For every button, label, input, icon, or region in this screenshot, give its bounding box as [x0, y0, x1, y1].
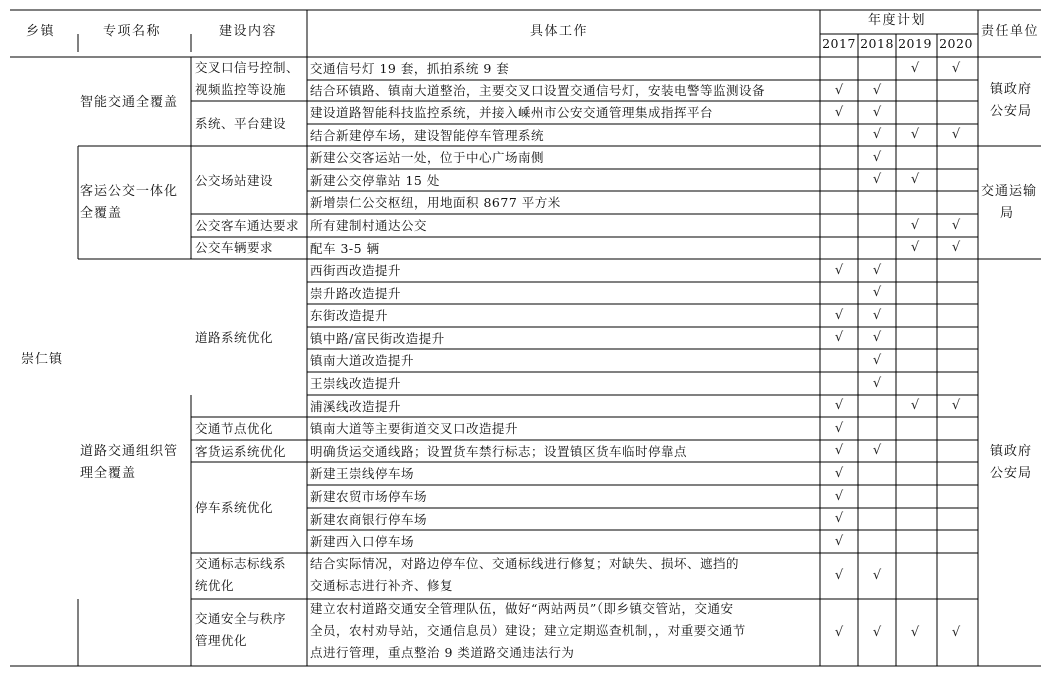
row-13-check-2017: √ [834, 330, 844, 345]
work-row-9: 配车 3-5 辆 [310, 241, 380, 256]
header-year-2017: 2017 [822, 36, 856, 51]
content-bus-access: 公交客车通达要求 [195, 218, 300, 233]
work-row-11: 崇升路改造提升 [310, 286, 402, 301]
row-5-check-2018: √ [872, 150, 882, 165]
header-year-2018: 2018 [860, 36, 894, 51]
project-road-org-line1: 道路交通组织管 [80, 444, 179, 459]
content-road-system: 道路系统优化 [195, 330, 274, 345]
content-safety-line2: 管理优化 [195, 633, 248, 648]
unit-2-line1: 交通运输 [981, 184, 1038, 199]
work-row-10: 西街西改造提升 [310, 263, 402, 278]
row-14-check-2018: √ [872, 353, 882, 368]
header-plan: 年度计划 [868, 13, 927, 28]
work-row-8: 所有建制村通达公交 [310, 218, 428, 233]
work-row-18: 明确货运交通线路；设置货车禁行标志；设置镇区货车临时停靠点 [310, 444, 688, 459]
row-24-check-2019: √ [910, 625, 920, 640]
work-row-6: 新建公交停靠站 15 处 [310, 173, 440, 188]
row-8-check-2019: √ [910, 218, 920, 233]
row-12-check-2018: √ [872, 308, 882, 323]
row-1-check-2020: √ [951, 61, 961, 76]
row-6-check-2019: √ [910, 172, 920, 187]
row-24-check-2017: √ [834, 625, 844, 640]
work-row-4: 结合新建停车场，建设智能停车管理系统 [310, 128, 545, 143]
work-signs-line1: 结合实际情况，对路边停车位、交通标线进行修复；对缺失、损坏、遮挡的 [310, 556, 740, 571]
content-bus-vehicles: 公交车辆要求 [195, 240, 274, 255]
row-13-check-2018: √ [872, 330, 882, 345]
work-row-1: 交通信号灯 19 套，抓拍系统 9 套 [310, 61, 510, 76]
content-signal-line1: 交叉口信号控制、 [195, 60, 300, 75]
unit-3-line2: 公安局 [990, 466, 1033, 481]
row-16-check-2017: √ [834, 398, 844, 413]
row-16-check-2019: √ [910, 398, 920, 413]
row-9-check-2019: √ [910, 240, 920, 255]
row-19-check-2017: √ [834, 466, 844, 481]
row-22-check-2017: √ [834, 534, 844, 549]
work-safety-line2: 全员，农村劝导站，交通信息员）建设；建立定期巡查机制，，对重要交通节 [310, 623, 746, 638]
row-11-check-2018: √ [872, 285, 882, 300]
unit-1-line1: 镇政府 [990, 82, 1033, 97]
row-9-check-2020: √ [951, 240, 961, 255]
project-smart-traffic: 智能交通全覆盖 [80, 95, 179, 110]
row-18-check-2018: √ [872, 443, 882, 458]
row-17-check-2017: √ [834, 421, 844, 436]
content-freight-system: 客货运系统优化 [195, 444, 287, 459]
unit-2-line2: 局 [1000, 206, 1015, 221]
work-row-2: 结合环镇路、镇南大道整治，主要交叉口设置交通信号灯，安装电警等监测设备 [310, 83, 766, 98]
unit-1-line2: 公安局 [990, 104, 1033, 119]
row-10-check-2018: √ [872, 263, 882, 278]
work-row-21: 新建农商银行停车场 [310, 512, 428, 527]
row-1-check-2019: √ [910, 61, 920, 76]
row-2-check-2017: √ [834, 83, 844, 98]
header-year-2020: 2020 [939, 36, 973, 51]
row-24-check-2018: √ [872, 625, 882, 640]
work-row-3: 建设道路智能科技监控系统，并接入嵊州市公安交通管理集成指挥平台 [310, 105, 714, 120]
row-16-check-2020: √ [951, 398, 961, 413]
row-23-check-2018: √ [872, 568, 882, 583]
content-safety-line1: 交通安全与秩序 [195, 611, 287, 626]
unit-3-line1: 镇政府 [990, 444, 1033, 459]
town-name: 崇仁镇 [21, 352, 64, 367]
content-signs-line2: 统优化 [195, 578, 235, 593]
work-row-20: 新建农贸市场停车场 [310, 489, 428, 504]
work-row-14: 镇南大道改造提升 [310, 353, 415, 368]
project-road-org-line2: 理全覆盖 [80, 466, 137, 481]
row-2-check-2018: √ [872, 83, 882, 98]
row-8-check-2020: √ [951, 218, 961, 233]
work-row-22: 新建西入口停车场 [310, 534, 415, 549]
row-6-check-2018: √ [872, 172, 882, 187]
content-system-platform: 系统、平台建设 [195, 116, 287, 131]
content-traffic-node: 交通节点优化 [195, 421, 274, 436]
content-signal-line2: 视频监控等设施 [195, 82, 287, 97]
header-content: 建设内容 [219, 24, 278, 39]
row-4-check-2020: √ [951, 127, 961, 142]
row-20-check-2017: √ [834, 489, 844, 504]
project-bus-line1: 客运公交一体化 [80, 184, 179, 199]
row-4-check-2019: √ [910, 127, 920, 142]
header-town: 乡镇 [26, 24, 56, 39]
work-row-12: 东街改造提升 [310, 308, 389, 323]
row-3-check-2018: √ [872, 105, 882, 120]
row-3-check-2017: √ [834, 105, 844, 120]
work-row-13: 镇中路/富民街改造提升 [310, 331, 445, 346]
project-bus-line2: 全覆盖 [80, 206, 123, 221]
content-bus-station: 公交场站建设 [195, 173, 274, 188]
header-project: 专项名称 [103, 24, 162, 39]
content-parking-system: 停车系统优化 [195, 500, 274, 515]
row-10-check-2017: √ [834, 263, 844, 278]
content-signs-line1: 交通标志标线系 [195, 556, 287, 571]
work-safety-line1: 建立农村道路交通安全管理队伍，做好“两站两员”（即乡镇交管站，交通安 [310, 601, 734, 616]
row-12-check-2017: √ [834, 308, 844, 323]
row-23-check-2017: √ [834, 568, 844, 583]
row-24-check-2020: √ [951, 625, 961, 640]
work-row-19: 新建王崇线停车场 [310, 466, 415, 481]
work-row-17: 镇南大道等主要街道交叉口改造提升 [310, 421, 519, 436]
work-row-16: 浦溪线改造提升 [310, 399, 402, 414]
work-safety-line3: 点进行管理，重点整治 9 类道路交通违法行为 [310, 645, 575, 660]
work-signs-line2: 交通标志进行补齐、修复 [310, 578, 454, 593]
header-unit: 责任单位 [981, 24, 1040, 39]
row-15-check-2018: √ [872, 376, 882, 391]
row-18-check-2017: √ [834, 443, 844, 458]
row-21-check-2017: √ [834, 511, 844, 526]
row-4-check-2018: √ [872, 127, 882, 142]
header-year-2019: 2019 [898, 36, 932, 51]
work-row-15: 王崇线改造提升 [310, 376, 402, 391]
header-work: 具体工作 [530, 24, 589, 39]
work-row-5: 新建公交客运站一处，位于中心广场南侧 [310, 150, 545, 165]
work-row-7: 新增崇仁公交枢纽，用地面积 8677 平方米 [310, 195, 561, 210]
